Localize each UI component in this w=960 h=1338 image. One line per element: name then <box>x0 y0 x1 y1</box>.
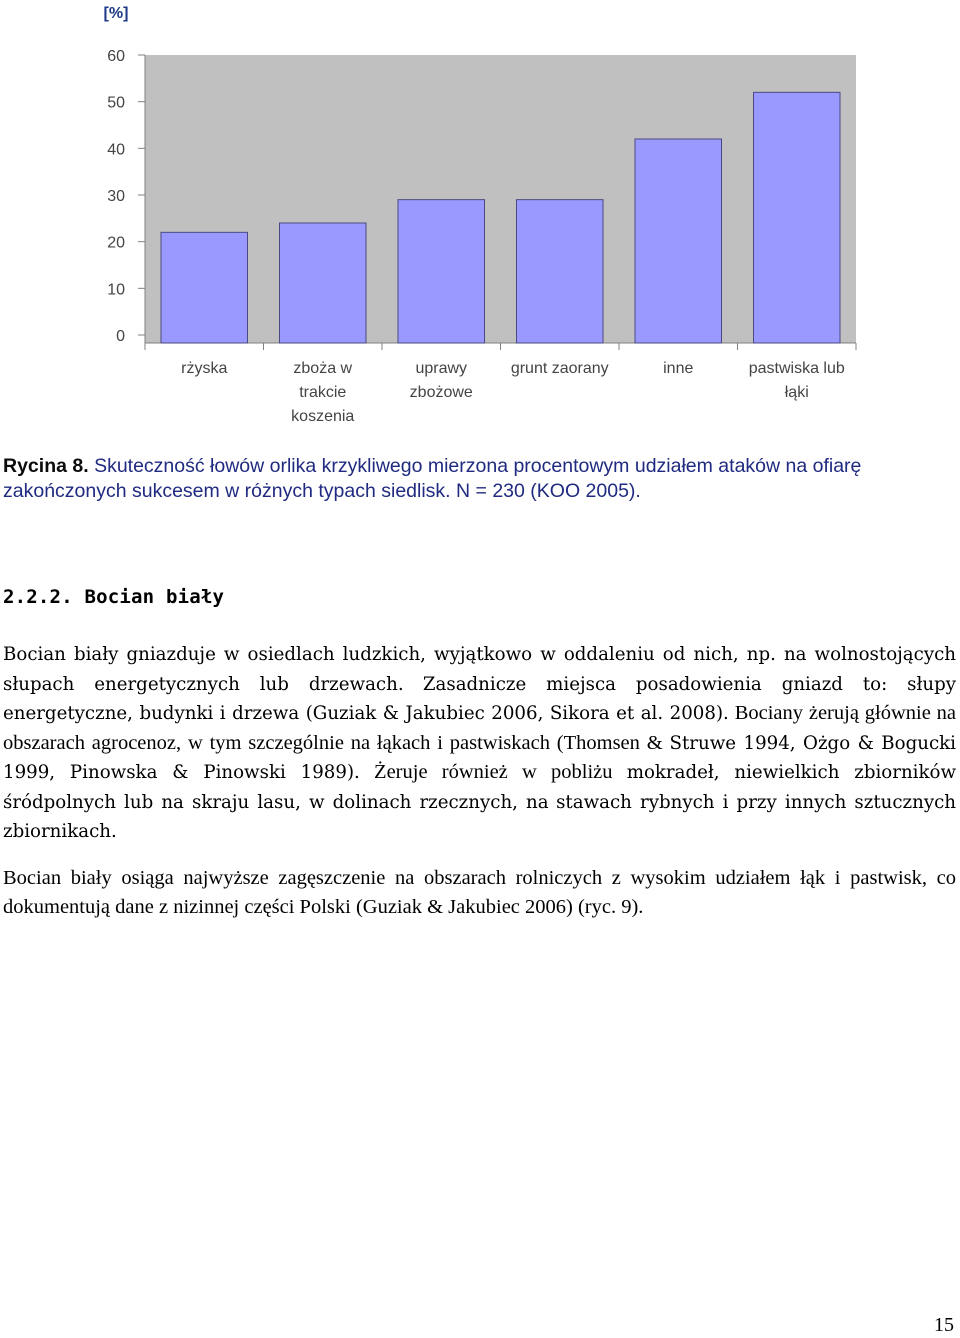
figure-caption <box>3 454 953 504</box>
y-tick-label: 0 <box>116 328 125 345</box>
caption-text: Skuteczność łowów orlika krzykliwego mierzona procentowym udziałem ataków na ofiarę zakończonych sukcesem w różnych typach siedlisk. N = 230 (KOO 2005). <box>3 455 862 502</box>
paragraph-1-sentence-4: Struwe 1994, Ożgo & Bogucki 1999, Pinowska & Pinowski 1989). <box>3 732 956 783</box>
bar <box>516 200 603 343</box>
y-tick-label: 50 <box>107 94 125 112</box>
paragraph-2: Bocian biały osiąga najwyższe zagęszczenie na obszarach rolniczych z wysokim udziałem łąk i pastwisk, co dokumentują dane z nizinnej części Polski (Guziak & Jakubiec 2006) (ryc. 9). <box>3 867 956 918</box>
paragraph-1-sentence-3: Bociany żerują głównie na obszarach agrocenoz, w tym szczególnie na łąkach i pastwiskach (Thomsen & <box>3 702 957 754</box>
bar <box>398 200 485 343</box>
y-tick-label: 10 <box>107 281 125 299</box>
x-tick-label: grunt zaorany <box>510 360 609 377</box>
bar <box>635 139 722 343</box>
paragraph-1-sentence-7: stawach rybnych i przy innych sztucznych zbiornikach. <box>3 791 957 842</box>
x-tick-label: uprawy zbożowe <box>409 360 473 401</box>
section-heading: 2.2.2. Bocian biały <box>3 586 225 608</box>
bar <box>161 232 248 343</box>
y-tick-label: 40 <box>107 141 125 159</box>
x-tick-label: rżyska <box>181 360 228 377</box>
bar <box>279 223 366 343</box>
paragraph-1 <box>3 640 956 847</box>
paragraph-1-sentence-6: mokradeł, niewielkich zbiorników śródpolnych lub na skraju lasu, w dolinach rzecznych, na <box>3 762 957 813</box>
y-axis-label: [%] <box>103 5 129 22</box>
paragraph-1-sentence-2: Zasadnicze miejsca posadowienia gniazd to: słupy energetyczne, budynki i drzewa (Guziak & Jakubiec 2006, Sikora et al. 2008). <box>3 673 957 724</box>
plot-area <box>145 55 856 343</box>
bar <box>753 92 840 343</box>
x-tick-label: pastwiska lub łąki <box>748 360 845 401</box>
paragraph-1-sentence-1: Bocian biały gniazduje w osiedlach ludzkich, wyjątkowo w oddaleniu od nich, np. na wolnostojących słupach energetycznych lub drzewach. <box>3 644 956 695</box>
x-tick-label: zboża w trakcie koszenia <box>291 360 355 425</box>
caption-label: Rycina 8. <box>3 455 89 477</box>
page-number: 15 <box>934 1314 954 1336</box>
y-tick-label: 60 <box>107 48 125 65</box>
paragraph-1-sentence-5: Żeruje również w pobliżu <box>374 761 613 783</box>
y-tick-label: 20 <box>107 234 125 252</box>
x-tick-label: inne <box>663 360 694 377</box>
bar-chart <box>0 0 960 440</box>
y-tick-label: 30 <box>107 188 125 205</box>
